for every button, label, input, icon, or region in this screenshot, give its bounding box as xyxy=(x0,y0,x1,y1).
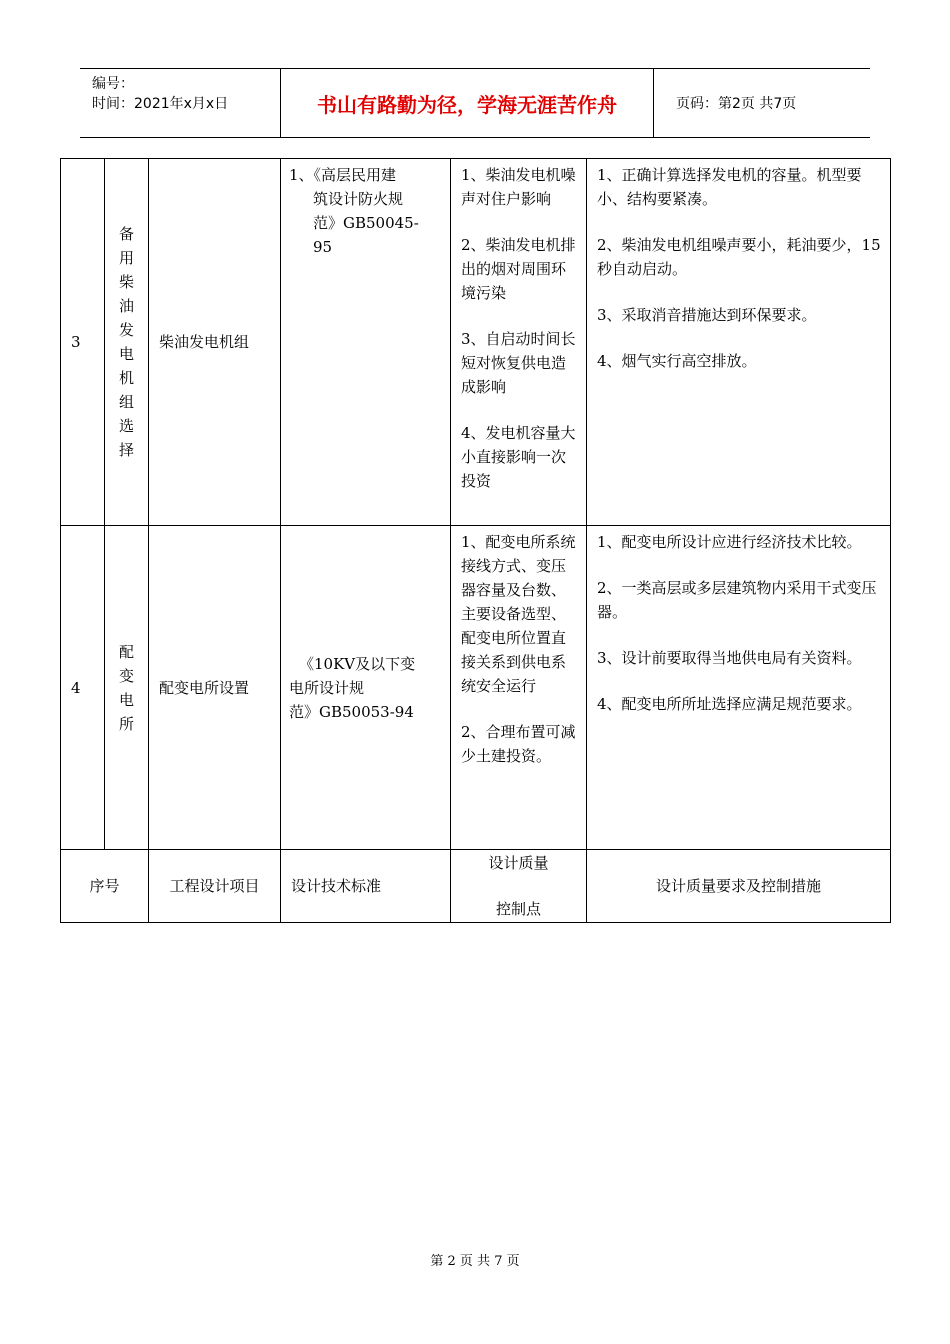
row-control-points: 1、配变电所系统接线方式、变压器容量及台数、主要设备选型、配变电所位置直接关系到供电系统安全运行 2、合理布置可减少土建投资。 xyxy=(451,526,587,850)
code-label: 编号： xyxy=(92,76,134,92)
row-category: 备 用 柴 油 发 电 机 组 选 择 xyxy=(105,159,149,526)
row-control-points: 1、柴油发电机噪声对住户影响 2、柴油发电机排出的烟对周围环境污染 3、自启动时间长短对恢复供电造成影响 4、发电机容量大小直接影响一次投资 xyxy=(451,159,587,526)
header-meta xyxy=(80,69,281,137)
row-standard: 《10KV及以下变 电所设计规 范》GB50053-94 xyxy=(281,526,451,850)
table-column-headers xyxy=(61,850,891,923)
row-project: 配变电所设置 xyxy=(149,526,281,850)
row-standard: 1、《高层民用建 筑设计防火规 范》GB50045- 95 xyxy=(281,159,451,526)
col-header-no: 序号 xyxy=(61,850,149,923)
page-label: 页码：第2页 共7页 xyxy=(676,96,797,112)
col-header-standard: 设计技术标准 xyxy=(281,850,451,923)
document-header xyxy=(80,68,870,138)
time-label: 时间：2021年x月x日 xyxy=(92,96,229,112)
table-row xyxy=(61,526,891,850)
table-row xyxy=(61,159,891,526)
row-requirements: 1、正确计算选择发电机的容量。机型要小、结构要紧凑。 2、柴油发电机组噪声要小，耗油要少，15秒自动启动。 3、采取消音措施达到环保要求。 4、烟气实行高空排放。 xyxy=(587,159,891,526)
col-header-control: 设计质量 控制点 xyxy=(451,850,587,923)
row-requirements: 1、配变电所设计应进行经济技术比较。 2、一类高层或多层建筑物内采用干式变压器。 3、设计前要取得当地供电局有关资料。 4、配变电所所址选择应满足规范要求。 xyxy=(587,526,891,850)
row-category: 配 变 电 所 xyxy=(105,526,149,850)
col-header-requirements: 设计质量要求及控制措施 xyxy=(587,850,891,923)
col-header-project: 工程设计项目 xyxy=(149,850,281,923)
row-project: 柴油发电机组 xyxy=(149,159,281,526)
row-number: 3 xyxy=(61,159,105,526)
motto: 书山有路勤为径，学海无涯苦作舟 xyxy=(281,69,654,137)
page-footer: 第 2 页 共 7 页 xyxy=(430,1254,520,1269)
row-number: 4 xyxy=(61,526,105,850)
design-quality-table xyxy=(60,158,891,923)
